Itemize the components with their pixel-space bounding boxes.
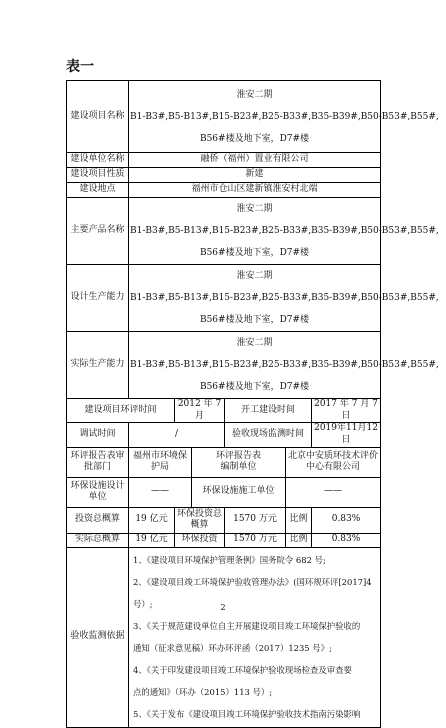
actual-capacity-line: 淮安二期 — [236, 338, 273, 348]
label-design-capacity: 设计生产能力 — [67, 265, 129, 332]
basis-item: 3、《关于规范建设单位自主开展建设项目竣工环境保护验收的 — [133, 621, 361, 632]
project-name-line: B1-B3#,B5-B13#,B15-B23#,B25-B33#,B35-B39#,B50-B53#,B55#, — [130, 111, 439, 122]
label-report-unit-line: 编制单位 — [220, 462, 257, 473]
label-actual-capacity: 实际生产能力 — [67, 332, 129, 399]
row-project-name — [67, 81, 381, 153]
section-heading: 表一 — [66, 59, 94, 75]
row-eia-time — [67, 399, 381, 423]
value-facility-design: —— — [129, 477, 192, 507]
row-invest-actual — [67, 533, 381, 547]
value-facility-build: —— — [286, 477, 381, 507]
label-debug-time: 调试时间 — [67, 423, 129, 447]
label-monitor-time: 验收现场监测时间 — [225, 423, 312, 447]
label-invest-estimate: 投资总概算 — [67, 507, 129, 533]
value-env-invest-actual: 1570 万元 — [225, 533, 286, 547]
value-report-unit-line: 中心有限公司 — [306, 462, 361, 473]
project-name-line: B56#楼及地下室，D7#楼 — [199, 133, 310, 144]
project-name-line: 淮安二期 — [236, 89, 273, 100]
label-main-products: 主要产品名称 — [67, 198, 129, 265]
basis-item: 2、《建设项目竣工环境保护验收管理办法》(国环规环评[2017]4 — [133, 577, 372, 588]
design-capacity-line: 淮安二期 — [236, 271, 273, 281]
value-ratio-estimate: 0.83% — [312, 507, 381, 533]
value-approval-dept — [129, 447, 192, 477]
label-env-invest-estimate — [175, 507, 225, 533]
label-approval-dept — [67, 447, 129, 477]
row-design-capacity — [67, 265, 381, 332]
value-nature: 新建 — [129, 168, 381, 183]
basis-item: 1、《建设项目环境保护管理条例》国务院令 682 号; — [133, 555, 326, 566]
value-approval-dept-line: 福州市环境保 — [132, 450, 187, 461]
design-capacity-line: B1-B3#,B5-B13#,B15-B23#,B25-B33#,B35-B39#,B50-B53#,B55#, — [130, 293, 439, 303]
basis-item: 点的通知》（环办（2015）113 号）; — [133, 687, 273, 698]
label-basis: 验收监测依据 — [67, 547, 129, 727]
value-builder: 融侨（福州）置业有限公司 — [129, 153, 381, 168]
label-invest-actual: 实际总概算 — [67, 533, 129, 547]
value-actual-capacity — [129, 332, 439, 399]
label-location: 建设地点 — [67, 183, 129, 198]
row-location — [67, 183, 381, 198]
value-basis — [129, 547, 381, 727]
row-builder — [67, 153, 381, 168]
row-debug-time — [67, 423, 381, 447]
row-main-products — [67, 198, 381, 265]
label-report-unit-line: 环评报告表 — [215, 450, 261, 461]
value-project-name — [129, 81, 439, 153]
value-eia-time: 2012 年 7 月 — [175, 399, 225, 423]
main-products-line: B56#楼及地下室，D7#楼 — [199, 248, 310, 258]
value-main-products — [129, 198, 439, 265]
value-debug-time: / — [129, 423, 225, 447]
value-report-unit-line: 北京中安质环技术评价 — [288, 450, 379, 461]
label-report-unit — [192, 447, 286, 477]
label-env-invest-actual: 环保投资 — [175, 533, 225, 547]
row-basis — [67, 547, 381, 727]
main-products-line: B1-B3#,B5-B13#,B15-B23#,B25-B33#,B35-B39#,B50-B53#,B55#, — [130, 226, 439, 236]
basis-item: 4、《关于印发建设项目竣工环境保护验收现场检查及审查要 — [133, 665, 352, 676]
basis-item: 5、《关于发布《建设项目竣工环境保护验收技术指南污染影响 — [133, 709, 361, 720]
value-env-invest-estimate: 1570 万元 — [225, 507, 286, 533]
row-invest-estimate — [67, 507, 381, 533]
label-facility-design-line: 单位 — [88, 492, 107, 503]
label-facility-design — [67, 477, 129, 507]
value-design-capacity — [129, 265, 439, 332]
value-ratio-actual: 0.83% — [312, 533, 381, 547]
row-facility — [67, 477, 381, 507]
label-ratio-actual: 比例 — [286, 533, 312, 547]
label-ratio-estimate: 比例 — [286, 507, 312, 533]
value-approval-dept-line: 护局 — [150, 462, 169, 473]
basis-item: 号）; — [133, 599, 153, 610]
basis-item: 通知（征求意见稿）环办环评函（2017）1235 号》; — [133, 643, 332, 654]
actual-capacity-line: B56#楼及地下室，D7#楼 — [199, 382, 310, 392]
value-invest-actual: 19 亿元 — [129, 533, 175, 547]
actual-capacity-line: B1-B3#,B5-B13#,B15-B23#,B25-B33#,B35-B39#,B50-B53#,B55#, — [130, 360, 439, 370]
label-approval-dept-line: 环评报告表审 — [70, 450, 125, 461]
value-report-unit — [286, 447, 381, 477]
value-location: 福州市仓山区建新镇淮安村北端 — [129, 183, 381, 198]
label-start-time: 开工建设时间 — [225, 399, 312, 423]
label-env-invest-estimate-line: 概算 — [190, 520, 209, 531]
main-products-line: 淮安二期 — [236, 204, 273, 214]
label-builder: 建设单位名称 — [67, 153, 129, 168]
page-number: 2 — [220, 603, 226, 612]
label-eia-time: 建设项目环评时间 — [67, 399, 175, 423]
label-facility-build: 环保设施施工单位 — [192, 477, 286, 507]
row-actual-capacity — [67, 332, 381, 399]
project-info-table — [66, 80, 439, 728]
label-env-invest-estimate-line: 环保投资总 — [176, 508, 222, 519]
label-approval-dept-line: 批部门 — [83, 462, 111, 473]
label-project-name: 建设项目名称 — [67, 81, 129, 153]
label-nature: 建设项目性质 — [67, 168, 129, 183]
design-capacity-line: B56#楼及地下室，D7#楼 — [199, 315, 310, 325]
value-invest-estimate: 19 亿元 — [129, 507, 175, 533]
row-nature — [67, 168, 381, 183]
row-approval — [67, 447, 381, 477]
value-monitor-time: 2019年11月12日 — [312, 423, 381, 447]
label-facility-design-line: 环保设施设计 — [70, 480, 125, 491]
value-start-time: 2017 年 7 月 7 日 — [312, 399, 381, 423]
